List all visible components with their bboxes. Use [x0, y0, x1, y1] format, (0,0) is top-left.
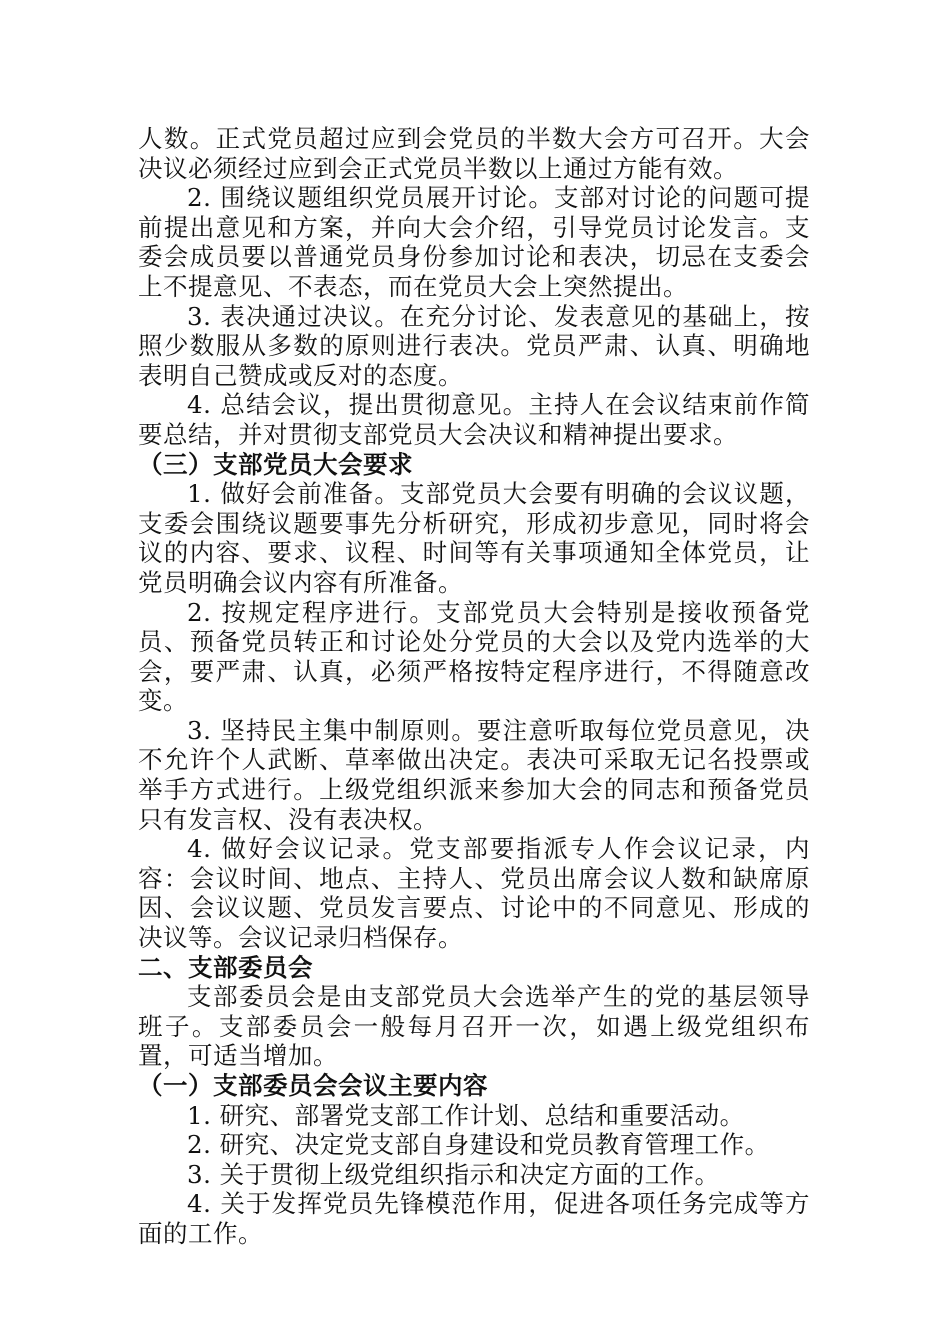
section-heading: （一）支部委员会会议主要内容 — [138, 1071, 488, 1100]
body-paragraph: 2. 按规定程序进行。支部党员大会特别是接收预备党员、预备党员转正和讨论处分党员的大会以及党内选举的大会，要严肃、认真，必须严格按特定程序进行，不得随意改变。 — [138, 597, 810, 716]
body-paragraph: 1. 做好会前准备。支部党员大会要有明确的会议议题，支委会围绕议题要事先分析研究，形成初步意见，同时将会议的内容、要求、议程、时间等有关事项通知全体党员，让党员明确会议内容有所准备。 — [138, 479, 810, 597]
body-paragraph: 支部委员会是由支部党员大会选举产生的党的基层领导班子。支部委员会一般每月召开一次，如遇上级党组织布置，可适当增加。 — [138, 982, 810, 1071]
chapter-heading: 二、支部委员会 — [138, 952, 313, 982]
document-page — [138, 124, 810, 1249]
body-paragraph: 3. 表决通过决议。在充分讨论、发表意见的基础上，按照少数服从多数的原则进行表决。党员严肃、认真、明确地表明自己赞成或反对的态度。 — [138, 301, 810, 390]
body-paragraph: 4. 总结会议，提出贯彻意见。主持人在会议结束前作简要总结，并对贯彻支部党员大会决议和精神提出要求。 — [138, 390, 810, 449]
list-item: 1. 研究、部署党支部工作计划、总结和重要活动。 — [187, 1100, 745, 1130]
list-item: 4. 关于发挥党员先锋模范作用，促进各项任务完成等方面的工作。 — [138, 1189, 810, 1248]
body-paragraph: 2. 围绕议题组织党员展开讨论。支部对讨论的问题可提前提出意见和方案，并向大会介绍，引导党员讨论发言。支委会成员要以普通党员身份参加讨论和表决，切忌在支委会上不提意见、不表态，而在党员大会上突然提出。 — [138, 183, 810, 301]
body-paragraph: 人数。正式党员超过应到会党员的半数大会方可召开。大会决议必须经过应到会正式党员半数以上通过方能有效。 — [138, 124, 810, 183]
section-heading: （三）支部党员大会要求 — [138, 449, 413, 479]
body-paragraph: 4. 做好会议记录。党支部要指派专人作会议记录，内容：会议时间、地点、主持人、党员出席会议人数和缺席原因、会议议题、党员发言要点、讨论中的不同意见、形成的决议等。会议记录归档保存。 — [138, 834, 810, 953]
list-item: 2. 研究、决定党支部自身建设和党员教育管理工作。 — [187, 1130, 770, 1160]
body-paragraph: 3. 坚持民主集中制原则。要注意听取每位党员意见，决不允许个人武断、草率做出决定。表决可采取无记名投票或举手方式进行。上级党组织派来参加大会的同志和预备党员只有发言权、没有表决权。 — [138, 715, 810, 834]
list-item: 3. 关于贯彻上级党组织指示和决定方面的工作。 — [187, 1159, 720, 1189]
